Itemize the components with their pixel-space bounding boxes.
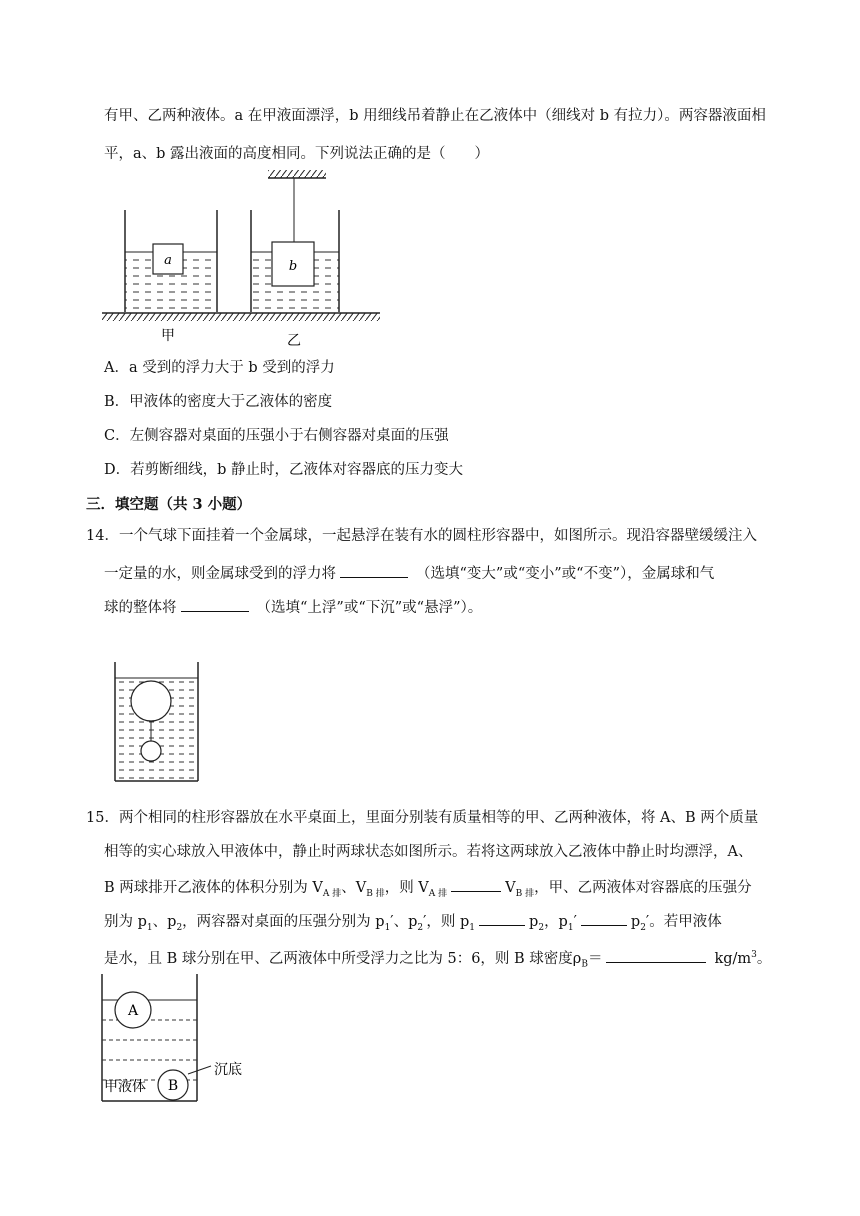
q14-figure bbox=[108, 630, 208, 790]
q15-l4-f: p bbox=[529, 914, 539, 930]
q15-figure bbox=[96, 970, 266, 1105]
balloon bbox=[131, 681, 171, 721]
q15-l4-c: ，两容器对桌面的压强分别为 p bbox=[182, 914, 385, 930]
q13-option-d: D．若剪断细线，b 静止时，乙液体对容器底的压力变大 bbox=[104, 462, 464, 478]
q15-sub-a2: A 排 bbox=[428, 888, 448, 899]
q15-l4-i: p bbox=[630, 914, 641, 930]
q15-l4-j: ′。若甲液体 bbox=[645, 914, 722, 930]
q15-blank-1[interactable] bbox=[451, 877, 501, 892]
q15-sub-a: A 排 bbox=[322, 888, 342, 899]
q14-blank-2[interactable] bbox=[181, 597, 249, 612]
q15-sub-rho: B bbox=[581, 959, 588, 970]
q15-l4-h: ′ bbox=[573, 914, 577, 930]
q14-line3-part1: 球的整体将 bbox=[104, 600, 177, 616]
label-liquid: 甲液体 bbox=[104, 1079, 146, 1095]
q15-l4-e: ′，则 p bbox=[423, 914, 470, 930]
q15-text-line3 bbox=[104, 877, 752, 904]
q15-l4-d: ′、p bbox=[390, 914, 418, 930]
q14-text-line2 bbox=[104, 563, 714, 584]
q13-text-line1: 有甲、乙两种液体。a 在甲液面漂浮，b 用细线吊着静止在乙液体中（细线对 b 有拉力）。两容器液面相 bbox=[104, 108, 766, 124]
q15-text-line1: 15．两个相同的柱形容器放在水平桌面上，里面分别装有质量相等的甲、乙两种液体，将 A、B 两个质量 bbox=[86, 810, 759, 826]
q15-l5-a: 是水，且 B 球分别在甲、乙两液体中所受浮力之比为 5：6，则 B 球密度ρ bbox=[104, 950, 582, 967]
q15-blank-4[interactable] bbox=[606, 948, 706, 963]
q13-text-line2: 平，a、b 露出液面的高度相同。下列说法正确的是（ ） bbox=[104, 146, 490, 162]
q15-l4-g: ，p bbox=[544, 914, 568, 930]
q15-sub-1b: 1 bbox=[384, 922, 391, 933]
q15-sup-3: 3 bbox=[751, 950, 757, 960]
q15-l3-c: ，则 V bbox=[384, 880, 429, 896]
q15-sub-b2: B 排 bbox=[515, 888, 535, 899]
q15-sub-2c: 2 bbox=[538, 922, 545, 933]
q14-blank-1[interactable] bbox=[340, 563, 408, 578]
q15-sub-1: 1 bbox=[146, 922, 153, 933]
q15-blank-3[interactable] bbox=[581, 911, 627, 926]
label-sink: 沉底 bbox=[214, 1062, 242, 1078]
q13-option-a: A．a 受到的浮力大于 b 受到的浮力 bbox=[104, 360, 335, 376]
q15-l5-d: 。 bbox=[756, 950, 772, 967]
q15-l3-a: B 两球排开乙液体的体积分别为 V bbox=[104, 880, 323, 896]
q15-blank-2[interactable] bbox=[479, 911, 525, 926]
label-ball-a: A bbox=[127, 1003, 139, 1019]
q15-text-line4 bbox=[104, 911, 722, 938]
q14-line3-part2: （选填“上浮”或“下沉”或“悬浮”）。 bbox=[256, 600, 483, 616]
q13-option-b: B．甲液体的密度大于乙液体的密度 bbox=[104, 394, 333, 410]
q15-text-line2: 相等的实心球放入甲液体中，静止时两球状态如图所示。若将这两球放入乙液体中静止时均漂浮，A、 bbox=[104, 844, 753, 860]
metal-ball bbox=[141, 741, 161, 761]
q15-sub-2d: 2 bbox=[640, 922, 646, 933]
q13-figure bbox=[96, 168, 386, 348]
q15-l4-a: 别为 p bbox=[104, 914, 147, 930]
label-jia: 甲 bbox=[161, 328, 175, 344]
q15-l5-b: ＝ bbox=[587, 950, 603, 967]
q15-l3-e: ，甲、乙两液体对容器底的压强分 bbox=[534, 880, 752, 896]
section-title: 三．填空题（共 3 小题） bbox=[86, 496, 252, 513]
q15-l3-b: 、V bbox=[341, 880, 367, 896]
label-b: b bbox=[288, 259, 298, 274]
q14-line2-part1: 一定量的水，则金属球受到的浮力将 bbox=[104, 566, 336, 582]
label-a: a bbox=[164, 253, 172, 268]
q14-text-line1: 14．一个气球下面挂着一个金属球，一起悬浮在装有水的圆柱形容器中，如图所示。现沿容器壁缓缓注入 bbox=[86, 528, 757, 544]
q14-line2-part2: （选填“变大”或“变小”或“不变”），金属球和气 bbox=[416, 566, 715, 582]
label-ball-b: B bbox=[167, 1078, 179, 1094]
label-yi: 乙 bbox=[287, 333, 301, 348]
q15-sub-1d: 1 bbox=[567, 922, 574, 933]
q15-sub-b: B 排 bbox=[366, 888, 385, 899]
q13-option-c: C．左侧容器对桌面的压强小于右侧容器对桌面的压强 bbox=[104, 428, 449, 444]
q14-text-line3 bbox=[104, 597, 482, 618]
q15-l4-b: 、p bbox=[152, 914, 177, 930]
q15-sub-1c: 1 bbox=[469, 922, 476, 933]
q15-l3-d: V bbox=[505, 880, 516, 896]
q15-sub-2: 2 bbox=[176, 922, 183, 933]
q15-l5-c: kg/m bbox=[714, 950, 752, 967]
q15-sub-2b: 2 bbox=[417, 922, 424, 933]
